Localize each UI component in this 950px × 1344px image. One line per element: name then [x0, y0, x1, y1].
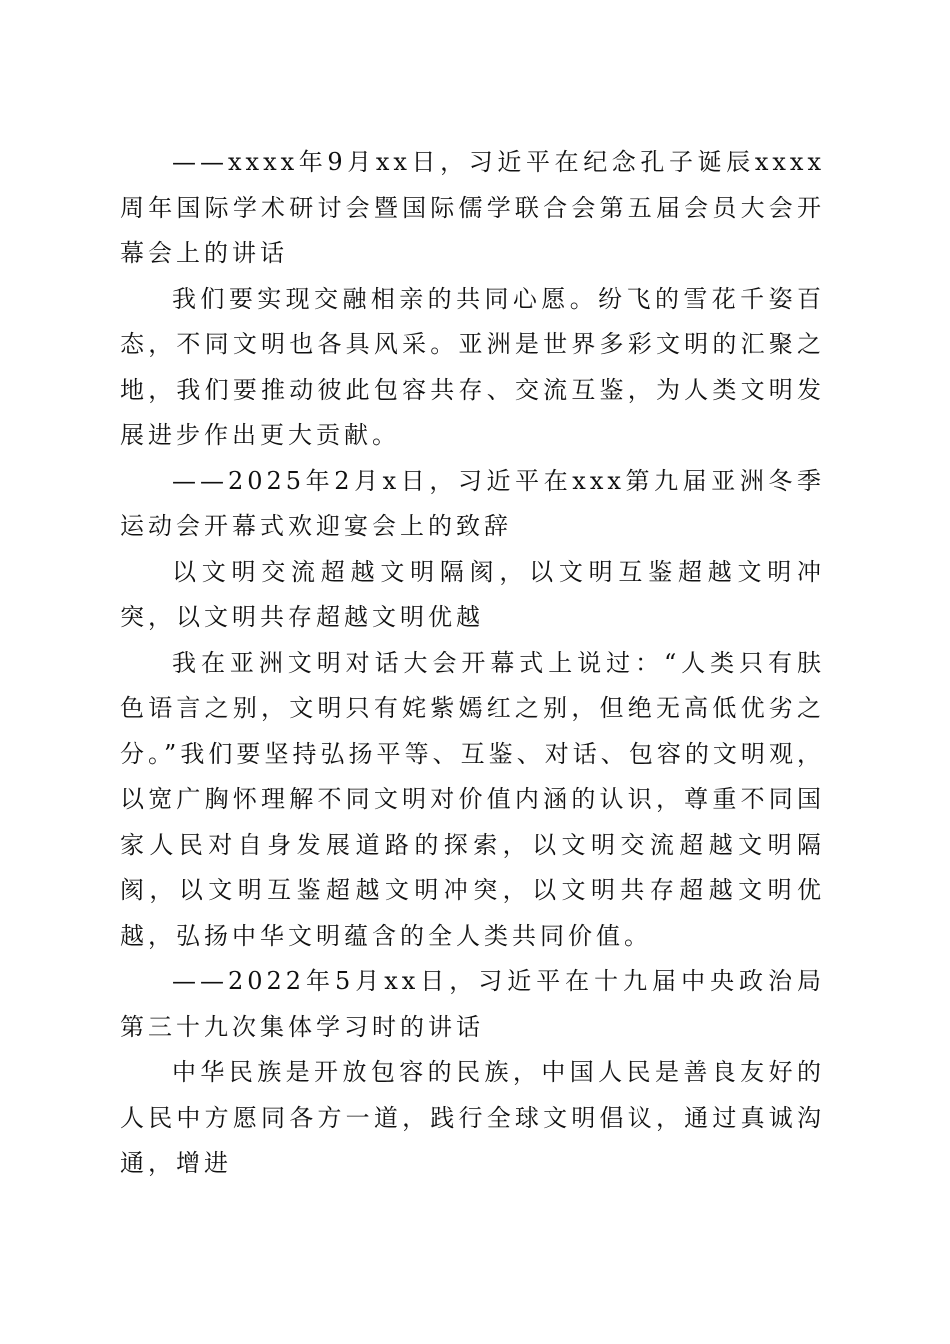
speech-attribution-1: ——xxxx年9月xx日，习近平在纪念孔子诞辰xxxx周年国际学术研讨会暨国际儒学联合会第五届会员大会开幕会上的讲话 [120, 148, 825, 267]
speech-attribution-3: ——2022年5月xx日，习近平在十九届中央政治局第三十九次集体学习时的讲话 [120, 967, 825, 1041]
section-heading-civilization-exchange: 以文明交流超越文明隔阂，以文明互鉴超越文明冲突，以文明共存超越文明优越 [120, 557, 825, 631]
paragraph-shared-aspiration: 我们要实现交融相亲的共同心愿。纷飞的雪花千姿百态，不同文明也各具风采。亚洲是世界多彩文明的汇聚之地，我们要推动彼此包容共存、交流互鉴，为人类文明发展进步作出更大贡献。 [120, 284, 825, 449]
speech-attribution-2: ——2025年2月x日，习近平在xxx第九届亚洲冬季运动会开幕式欢迎宴会上的致辞 [120, 466, 825, 540]
paragraph-civilization-dialogue: 我在亚洲文明对话大会开幕式上说过：“人类只有肤色语言之别，文明只有姹紫嫣红之别，但绝无高低优劣之分。”我们要坚持弘扬平等、互鉴、对话、包容的文明观，以宽广胸怀理解不同文明对价值内涵的认识，尊重不同国家人民对自身发展道路的探索，以文明交流超越文明隔阂，以文明互鉴超越文明冲突，以文明共存超越文明优越，弘扬中华文明蕴含的全人类共同价值。 [120, 648, 825, 950]
document-body [120, 140, 825, 1187]
paragraph-open-inclusive-nation: 中华民族是开放包容的民族，中国人民是善良友好的人民中方愿同各方一道，践行全球文明倡议，通过真诚沟通，增进 [120, 1058, 825, 1177]
